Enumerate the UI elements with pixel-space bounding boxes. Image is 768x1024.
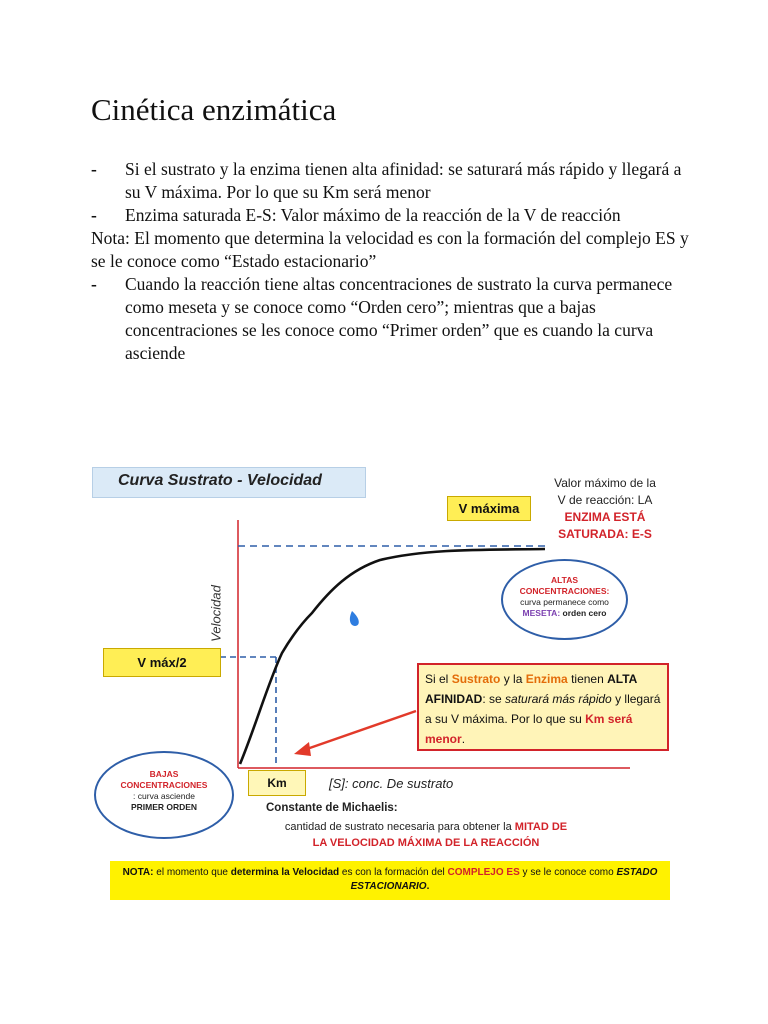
meseta-word: MESETA: — [522, 608, 561, 618]
bullet-item — [91, 158, 691, 204]
sustrato-word: Sustrato — [451, 672, 501, 686]
low-concentrations-callout — [94, 751, 234, 839]
orden-cero-word: orden cero — [562, 608, 607, 618]
half-vmax-label: V máx/2 — [103, 648, 221, 677]
text-run: y se le conoce como — [519, 867, 617, 878]
km-label: Km — [248, 770, 306, 796]
text-run: y la — [500, 672, 526, 686]
michaelis-red-text: LA VELOCIDAD MÁXIMA DE LA REACCIÓN — [312, 837, 540, 849]
callout-line: CONCENTRACIONES: — [519, 586, 610, 596]
high-concentrations-callout — [501, 559, 628, 640]
text-run: es con la formación del — [339, 867, 448, 878]
bullet-list — [91, 158, 691, 365]
vmax-label: V máxima — [447, 496, 531, 521]
michaelis-title: Constante de Michaelis: — [266, 802, 398, 814]
michaelis-definition — [266, 819, 586, 851]
bullet-dash: - — [91, 205, 97, 225]
callout-line: : curva asciende — [133, 791, 195, 801]
afinidad-word: AFINIDAD — [425, 692, 483, 706]
text-run: : se — [482, 692, 506, 706]
km-menor-phrase: Km será menor — [425, 712, 633, 746]
callout-line: BAJAS — [149, 769, 179, 779]
x-axis-label: [S]: conc. De sustrato — [329, 776, 454, 791]
arrow-shaft — [304, 711, 416, 750]
text-run: . — [426, 881, 430, 892]
callout-line: curva permanece como — [520, 597, 609, 607]
text-run: y llegará a su V máxima. Por lo que su — [425, 692, 661, 726]
text-run-bold: determina la Velocidad — [230, 867, 340, 878]
estado-estacionario-text: ESTADO ESTACIONARIO — [350, 867, 658, 892]
affinity-callout — [417, 663, 669, 751]
text-run: tienen — [567, 672, 608, 686]
note-banner — [110, 861, 670, 900]
diagram-figure — [90, 458, 678, 900]
vmax-desc-red-line: ENZIMA ESTÁ — [564, 510, 646, 524]
saturara-phrase: saturará más rápido — [505, 692, 612, 706]
bullet-dash: - — [91, 274, 97, 294]
y-axis-label: Velocidad — [208, 585, 224, 642]
vmax-desc-red-line: SATURADA: E-S — [558, 527, 652, 541]
vmax-description — [535, 475, 675, 543]
page-title: Cinética enzimática — [91, 92, 337, 127]
complejo-es-text: COMPLEJO ES — [447, 867, 520, 878]
enzima-word: Enzima — [525, 672, 568, 686]
water-drop-icon — [350, 611, 359, 626]
michaelis-red-text: MITAD DE — [514, 821, 568, 833]
callout-line: CONCENTRACIONES — [120, 780, 208, 790]
text-run: Si el — [425, 672, 452, 686]
bullet-text: Si el sustrato y la enzima tienen alta afinidad: se saturará más rápido y llegará a su V máxima. Por lo que su Km será menor — [125, 159, 682, 202]
bullet-text: Cuando la reacción tiene altas concentraciones de sustrato la curva permanece como meseta y se conoce como “Orden cero”; mientras que a bajas concentraciones se les conoce como “Primer orden” que es cuando la curva asciende — [125, 274, 673, 363]
figure-title: Curva Sustrato - Velocidad — [118, 472, 322, 489]
arrow-head — [294, 742, 311, 756]
callout-line: PRIMER ORDEN — [130, 802, 198, 812]
bullet-text: Enzima saturada E-S: Valor máximo de la reacción de la V de reacción — [125, 205, 621, 225]
alta-word: ALTA — [607, 672, 638, 686]
text-run: cantidad de sustrato necesaria para obtener la — [284, 821, 515, 833]
text-run: . — [461, 732, 466, 746]
bullet-item — [91, 204, 691, 227]
bullet-dash: - — [91, 159, 97, 179]
nota-label: NOTA: — [122, 867, 154, 878]
text-run: el momento que — [153, 867, 231, 878]
note-paragraph: Nota: El momento que determina la velocidad es con la formación del complejo ES y se le conoce como “Estado estacionario” — [91, 228, 689, 271]
vmax-desc-line: V de reacción: LA — [557, 493, 653, 507]
callout-line: ALTAS — [550, 575, 579, 585]
vmax-desc-line: Valor máximo de la — [554, 476, 656, 490]
bullet-item — [91, 273, 691, 365]
